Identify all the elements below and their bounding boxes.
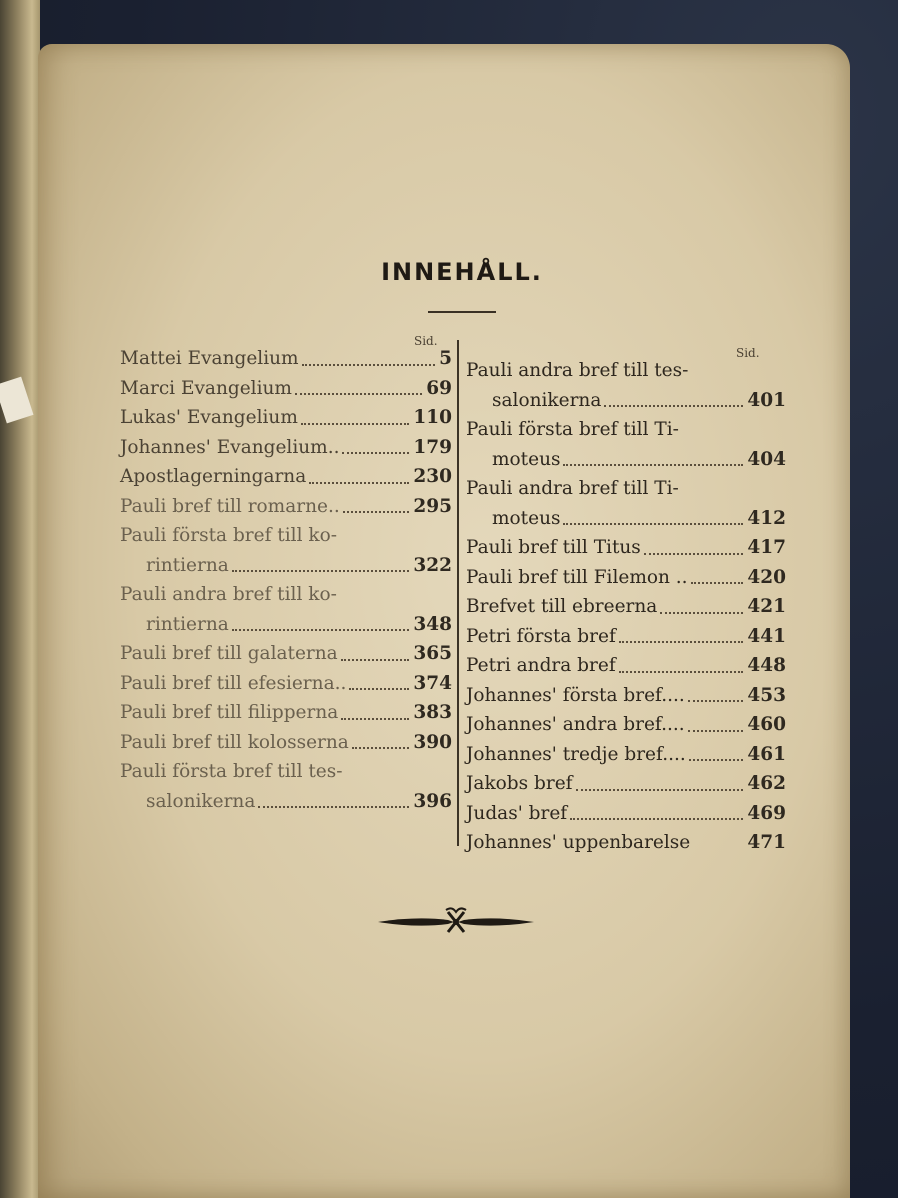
toc-entry-page: 5 <box>439 348 452 369</box>
toc-entry-page: 421 <box>747 596 786 617</box>
toc-entry-title: Mattei Evangelium <box>120 348 299 369</box>
toc-entry-page: 453 <box>747 684 786 706</box>
toc-entry <box>466 710 786 740</box>
title-underline <box>428 311 496 313</box>
leader-dots <box>688 700 744 702</box>
toc-entry-title: Pauli bref till galaterna <box>120 643 338 664</box>
left-page-column-header: Sid. <box>414 334 438 348</box>
toc-entry-page: 110 <box>413 407 452 428</box>
leader-dots <box>341 659 410 661</box>
toc-entry-title: Jakobs bref <box>466 773 573 794</box>
toc-entry-title: Johannes' uppenbarelse <box>466 832 691 853</box>
toc-entry <box>466 651 786 681</box>
toc-entry-page: 460 <box>747 714 786 735</box>
toc-entry <box>120 492 452 522</box>
toc-entry <box>120 698 452 728</box>
toc-entry-page: 461 <box>747 743 786 765</box>
leader-dots <box>349 688 409 690</box>
leader-dots <box>343 511 410 513</box>
leader-dots <box>644 553 744 555</box>
toc-entry <box>120 433 452 463</box>
toc-entry-page: 322 <box>413 554 452 576</box>
toc-entry <box>466 415 786 474</box>
toc-entry-page: 348 <box>413 613 452 635</box>
toc-entry-title: Pauli bref till efesierna.. <box>120 672 347 694</box>
toc-entry-title: Apostlagerningarna <box>120 466 307 487</box>
toc-entry-title: Johannes' andra bref.... <box>466 714 685 735</box>
toc-entry <box>466 769 786 799</box>
toc-entry <box>120 669 452 699</box>
leader-dots <box>258 806 409 808</box>
leader-dots <box>619 641 744 643</box>
toc-entry-title: Johannes' Evangelium.. <box>120 436 340 458</box>
leader-dots <box>576 789 744 791</box>
toc-entry-page: 383 <box>413 702 452 723</box>
toc-entry <box>120 403 452 433</box>
toc-entry-title: Petri andra bref <box>466 655 616 676</box>
toc-entry <box>466 592 786 622</box>
leader-dots <box>352 747 410 749</box>
toc-entry <box>120 757 452 816</box>
toc-entry-title: Judas' bref <box>466 802 568 824</box>
toc-entry-title: Pauli bref till romarne.. <box>120 495 340 517</box>
toc-entry-title-continuation: salonikerna <box>492 389 602 411</box>
leader-dots <box>688 730 744 732</box>
leader-dots <box>660 612 743 614</box>
toc-entry-page: 441 <box>747 625 786 647</box>
toc-entry <box>120 639 452 669</box>
ornament-flourish-icon <box>376 904 536 938</box>
toc-entry-title: Pauli bref till filipperna <box>120 702 339 723</box>
toc-entry-page: 390 <box>413 731 452 753</box>
toc-entry-title: Petri första bref <box>466 625 616 647</box>
toc-entry-page: 469 <box>747 802 786 824</box>
leader-dots <box>689 759 744 761</box>
toc-entry <box>466 474 786 533</box>
toc-entry <box>120 344 452 374</box>
toc-entry <box>466 622 786 652</box>
leader-dots <box>604 405 743 407</box>
toc-entry-page: 471 <box>747 832 786 853</box>
toc-entry-title: Brefvet till ebreerna <box>466 596 658 617</box>
toc-entry-title: Pauli första bref till tes- <box>120 761 343 782</box>
toc-entry-title: Pauli bref till kolosserna <box>120 731 349 753</box>
right-page-column-header: Sid. <box>736 346 760 360</box>
leader-dots <box>342 452 409 454</box>
toc-entry-title-continuation: rintierna <box>146 613 229 635</box>
toc-entry <box>466 828 786 858</box>
leader-dots <box>232 629 410 631</box>
toc-entry-title: Pauli andra bref till Ti- <box>466 478 679 499</box>
toc-entry-title: Pauli bref till Filemon .. <box>466 566 688 588</box>
leader-dots <box>232 570 410 572</box>
toc-entry-title: Pauli bref till Titus <box>466 537 641 558</box>
toc-entry <box>466 563 786 593</box>
toc-entry-page: 462 <box>747 773 786 794</box>
toc-entry-title: Pauli andra bref till tes- <box>466 360 689 381</box>
toc-entry-page: 396 <box>413 790 452 812</box>
toc-entry-title: Pauli första bref till Ti- <box>466 419 679 440</box>
leader-dots <box>691 582 744 584</box>
toc-entry <box>466 799 786 829</box>
toc-entry <box>120 521 452 580</box>
toc-entry-page: 295 <box>413 495 452 517</box>
toc-entry <box>120 580 452 639</box>
toc-entry <box>466 356 786 415</box>
toc-entry-title-continuation: rintierna <box>146 554 229 576</box>
column-divider <box>457 340 459 846</box>
toc-entry-page: 230 <box>413 466 452 487</box>
toc-entry <box>120 374 452 404</box>
toc-entry-page: 365 <box>413 643 452 664</box>
toc-entry <box>466 681 786 711</box>
toc-entry-title: Marci Evangelium <box>120 377 292 399</box>
toc-entry-page: 412 <box>747 507 786 529</box>
toc-entry-page: 179 <box>413 436 452 458</box>
leader-dots <box>619 671 744 673</box>
leader-dots <box>295 393 422 395</box>
toc-right-column <box>466 356 786 858</box>
toc-entry <box>120 462 452 492</box>
leader-dots <box>570 818 743 820</box>
toc-entry-title-continuation: moteus <box>492 507 561 529</box>
toc-entry <box>120 728 452 758</box>
toc-entry-page: 374 <box>413 672 452 694</box>
leader-dots <box>563 523 743 525</box>
toc-left-column <box>120 344 452 816</box>
toc-entry-page: 404 <box>747 448 786 470</box>
leader-dots <box>302 364 436 366</box>
toc-entry-title: Pauli andra bref till ko- <box>120 584 337 605</box>
toc-entry-title-continuation: salonikerna <box>146 790 256 812</box>
page-title: INNEHÅLL. <box>381 258 543 286</box>
toc-entry-page: 420 <box>747 566 786 588</box>
toc-entry-page: 69 <box>426 377 452 399</box>
toc-entry-title-continuation: moteus <box>492 448 561 470</box>
adjacent-book-edge <box>0 0 40 1198</box>
toc-entry-title: Johannes' första bref.... <box>466 684 685 706</box>
toc-entry <box>466 533 786 563</box>
leader-dots <box>301 423 409 425</box>
toc-entry <box>466 740 786 770</box>
leader-dots <box>341 718 409 720</box>
leader-dots <box>563 464 743 466</box>
toc-entry-page: 417 <box>747 537 786 558</box>
leader-dots <box>309 482 409 484</box>
toc-entry-title: Johannes' tredje bref.... <box>466 743 686 765</box>
toc-entry-title: Pauli första bref till ko- <box>120 525 337 546</box>
toc-entry-title: Lukas' Evangelium <box>120 407 298 428</box>
toc-entry-page: 448 <box>747 655 786 676</box>
toc-entry-page: 401 <box>747 389 786 411</box>
